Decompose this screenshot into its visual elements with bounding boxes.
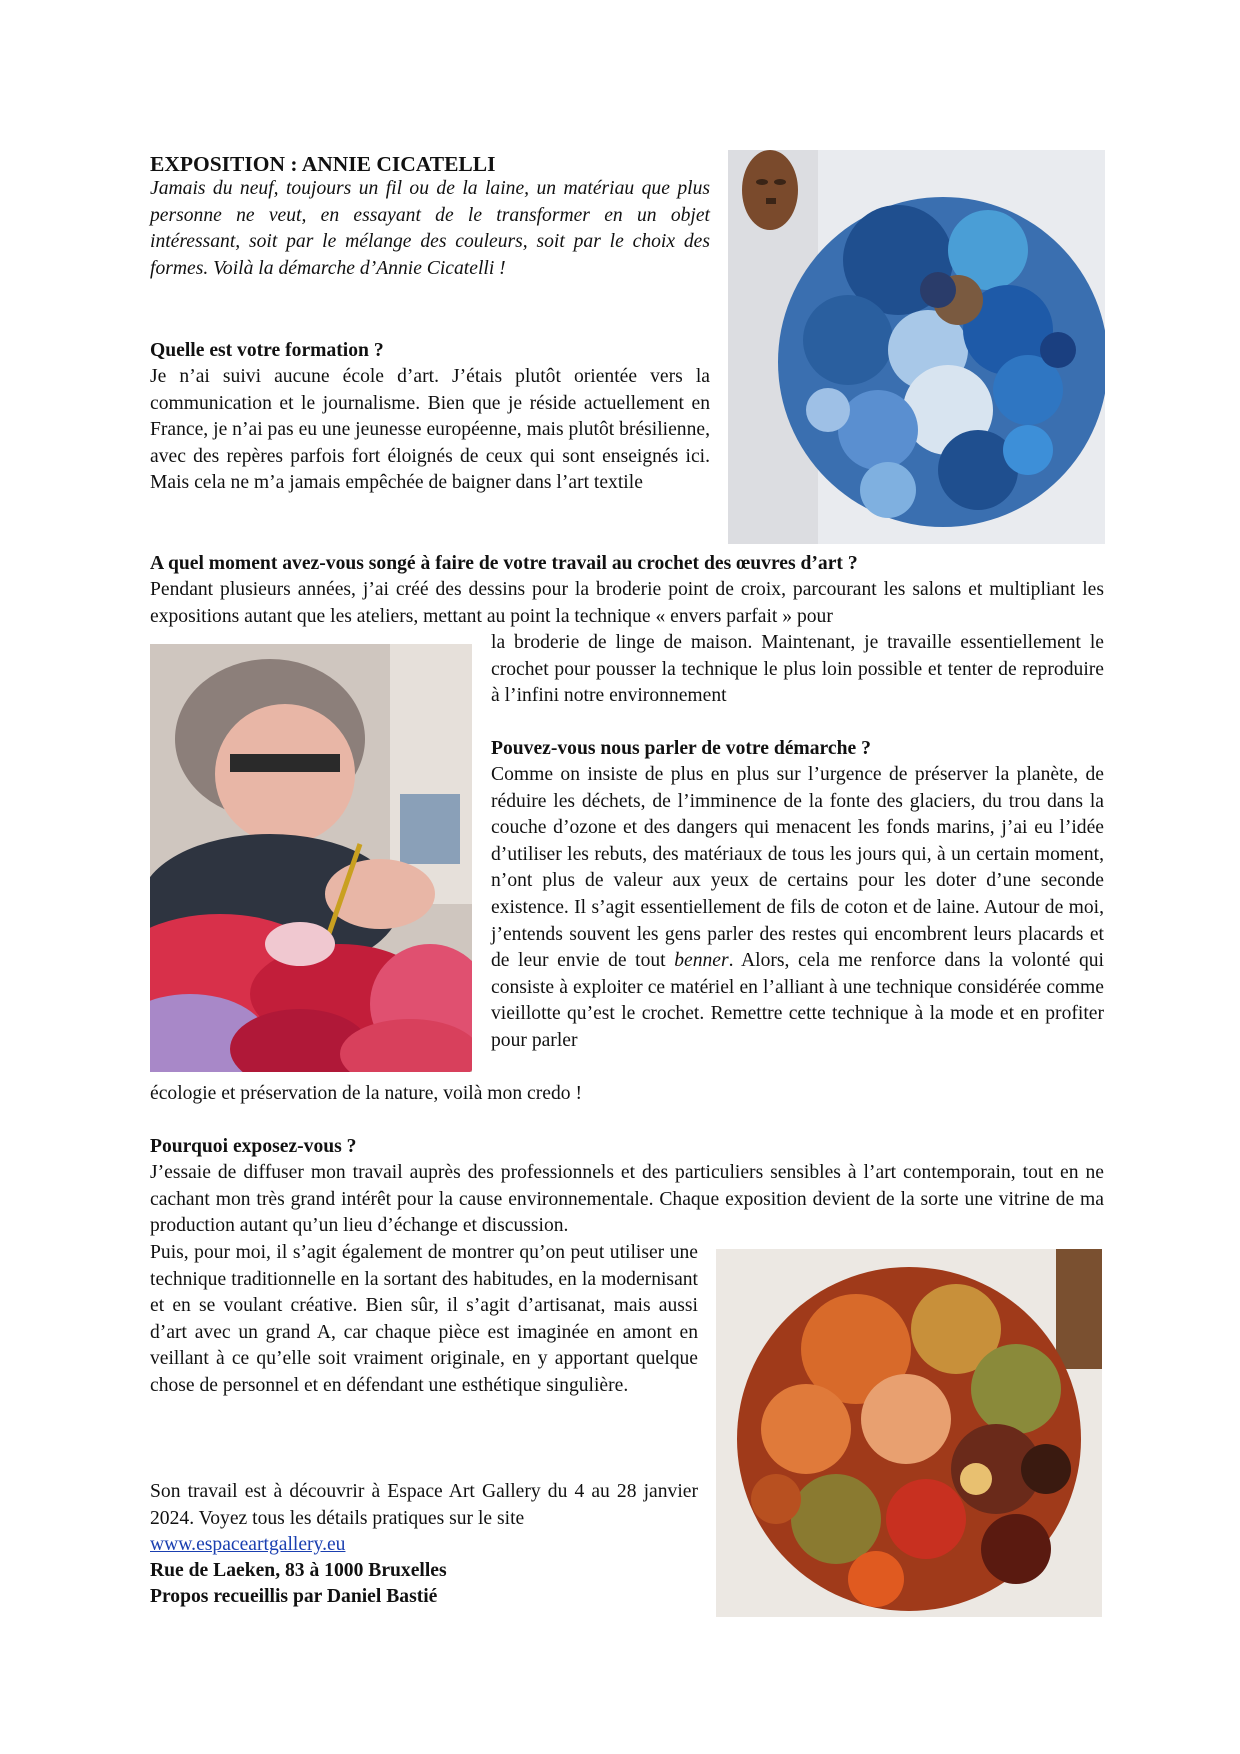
question-demarche: Pouvez-vous nous parler de votre démarche ? (491, 738, 871, 759)
answer-pourquoi-exposer-continued: Puis, pour moi, il s’agit également de montrer qu’on peut utiliser une technique traditionnelle en la sortant des habitudes, en la modernisant et en se voulant créative. Bien sûr, il s’agit d’artisanat, mais aussi d’art avec un grand A, car chaque pièce est imaginée en amont en veillant à ce qu’elle soit vraiment originale, en y apportant quelque chose de personnel et en défendant une esthétique singulière. (150, 1242, 698, 1396)
answer-demarche-part1: Comme on insiste de plus en plus sur l’urgence de préserver la planète, de réduire les déchets, de l’imminence de la fonte des glaciers, du trou dans la couche d’ozone et des dangers qui menacent les fonds marins, j’ai eu l’idée d’utiliser les rebuts, des matériaux de tous les jours qui, à un certain moment, n’ont plus de valeur aux yeux de certains pour les doter d’une seconde existence. Il s’agit essentiellement de fils de coton et de laine. Autour de moi, j’entends souvent les gens parler des restes qui encombrent leurs placards et de leur envie de tout (491, 764, 1104, 972)
blue-artwork-image (728, 150, 1105, 544)
answer-demarche-italic-word: benner (674, 950, 729, 972)
question-formation: Quelle est votre formation ? (150, 340, 384, 361)
artist-photo (150, 644, 472, 1072)
answer-demarche-part2: . Alors, cela me renforce dans la volonté qui consiste à exploiter ce matériel en l’alliant à une technique considérée comme vieillotte qu’est le crochet. Remettre cette technique à la mode et en profiter pour parler (491, 950, 1104, 1051)
answer-demarche-end: écologie et préservation de la nature, voilà mon credo ! (150, 1083, 582, 1104)
question-pourquoi-exposer: Pourquoi exposez-vous ? (150, 1136, 357, 1157)
answer-demarche (491, 762, 1104, 1055)
gallery-address: Rue de Laeken, 83 à 1000 Bruxelles (150, 1560, 447, 1581)
answer-crochet-art-intro: Pendant plusieurs années, j’ai créé des dessins pour la broderie point de croix, parcourant les salons et multipliant les expositions autant que les ateliers, mettant au point la technique « envers parfait » pour (150, 579, 1104, 627)
closing-paragraph: Son travail est à découvrir à Espace Art Gallery du 4 au 28 janvier 2024. Voyez tous les détails pratiques sur le site (150, 1481, 698, 1529)
gallery-website-link[interactable]: www.espaceartgallery.eu (150, 1534, 346, 1555)
article-title: EXPOSITION : ANNIE CICATELLI (150, 152, 496, 176)
answer-pourquoi-exposer-intro: J’essaie de diffuser mon travail auprès des professionnels et des particuliers sensibles à l’art contemporain, tout en ne cachant mon très grand intérêt pour la cause environnementale. Chaque exposition devient de la sorte une vitrine de ma production autant qu’un lieu d’échange et discussion. (150, 1162, 1104, 1237)
orange-artwork-image (716, 1249, 1102, 1617)
answer-crochet-art-continued: la broderie de linge de maison. Maintenant, je travaille essentiellement le crochet pour pousser la technique le plus loin possible et tenter de reproduire à l’infini notre environnement (491, 632, 1104, 707)
interview-credit: Propos recueillis par Daniel Bastié (150, 1586, 438, 1607)
answer-formation: Je n’ai suivi aucune école d’art. J’étais plutôt orientée vers la communication et le journalisme. Bien que je réside actuellement en France, je n’ai pas eu une jeunesse européenne, mais plutôt brésilienne, avec des repères parfois fort éloignés de ceux qui sont enseignés ici. Mais cela ne m’a jamais empêchée de baigner dans l’art textile (150, 366, 710, 494)
question-crochet-art: A quel moment avez-vous songé à faire de votre travail au crochet des œuvres d’art ? (150, 553, 858, 574)
intro-paragraph: Jamais du neuf, toujours un fil ou de la laine, un matériau que plus personne ne veut, en essayant de le transformer en un objet intéressant, soit par le mélange des couleurs, soit par le choix des formes. Voilà la démarche d’Annie Cicatelli ! (150, 178, 710, 279)
